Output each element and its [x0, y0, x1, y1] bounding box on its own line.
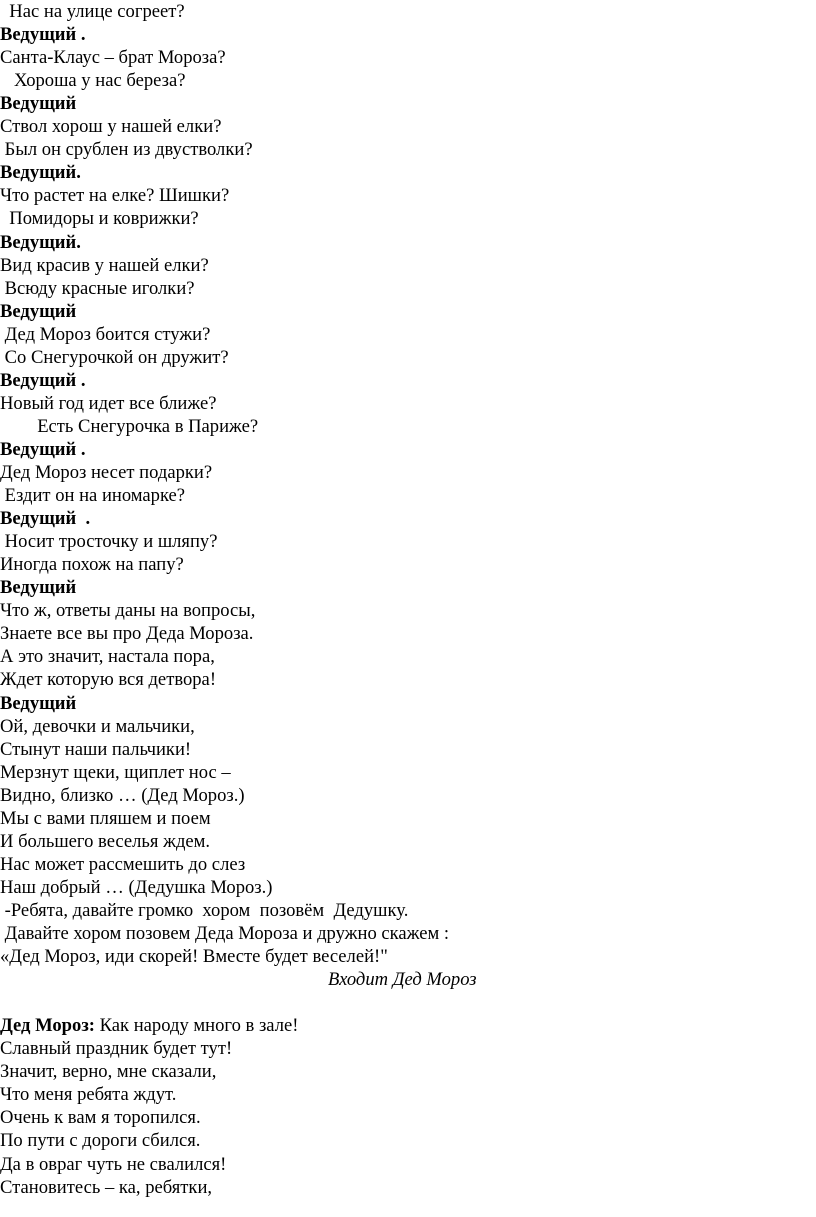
text-line: Санта-Клаус – брат Мороза? [0, 47, 226, 69]
speaker-label: Ведущий . [0, 438, 86, 460]
text-line: Становитесь – ка, ребятки, [0, 1176, 213, 1198]
text-line [0, 1014, 816, 1037]
text-line: Ой, девочки и мальчики, [0, 715, 195, 737]
text-line: Новый год идет все ближе? [0, 392, 217, 414]
blank-line [0, 991, 816, 1014]
speaker-label: Ведущий [0, 577, 77, 599]
text-line: Наш добрый … (Дедушка Мороз.) [0, 876, 273, 898]
text-line: Значит, верно, мне сказали, [0, 1061, 217, 1083]
text-line: Иногда похож на папу? [0, 554, 184, 576]
text-line: -Ребята, давайте громко хором позовём Дедушку. [0, 899, 409, 921]
text-line: Был он срублен из двустволки? [0, 139, 253, 161]
speaker-label: Дед Мороз: [0, 1015, 95, 1037]
text-line: Вид красив у нашей елки? [0, 254, 209, 276]
speaker-label: Ведущий . [0, 369, 86, 391]
text-line: Знаете все вы про Деда Мороза. [0, 623, 254, 645]
text-line: Всюду красные иголки? [0, 277, 195, 299]
text-line: Давайте хором позовем Деда Мороза и дружно скажем : [0, 923, 450, 944]
text-line: А это значит, настала пора, [0, 646, 215, 668]
text-line: Стынут наши пальчики! [0, 738, 192, 760]
speaker-label: Ведущий . [0, 24, 86, 46]
text-line: Ездит он на иномарке? [0, 485, 186, 507]
text-line: Что растет на елке? Шишки? [0, 185, 230, 207]
stage-direction: Входит Дед Мороз [328, 969, 477, 991]
text-line: Видно, близко … (Дед Мороз.) [0, 784, 245, 806]
text-line: Носит тросточку и шляпу? [0, 531, 218, 553]
text-line: Нас на улице согреет? [0, 1, 185, 22]
text-line: Ждет которую вся детвора! [0, 669, 217, 691]
speaker-label: Ведущий [0, 692, 77, 714]
text-line: «Дед Мороз, иди скорей! Вместе будет веселей!" [0, 946, 388, 968]
speech-text: Как народу много в зале! [99, 1015, 299, 1037]
text-line: Мерзнут щеки, щиплет нос – [0, 761, 231, 783]
text-line: Дед Мороз боится стужи? [0, 323, 211, 345]
text-line: Нас может рассмешить до слез [0, 853, 246, 875]
text-line: Очень к вам я торопился. [0, 1107, 201, 1129]
text-line: Что ж, ответы даны на вопросы, [0, 600, 256, 622]
text-line: Славный праздник будет тут! [0, 1038, 233, 1060]
speaker-label: Ведущий . [0, 508, 91, 530]
text-line: Ствол хорош у нашей елки? [0, 116, 222, 138]
text-line: По пути с дороги сбился. [0, 1130, 201, 1152]
speaker-label: Ведущий [0, 300, 77, 322]
speaker-label: Ведущий [0, 93, 77, 115]
text-line: И большего веселья ждем. [0, 830, 211, 852]
text-line: Со Снегурочкой он дружит? [0, 346, 229, 368]
text-line: Мы с вами пляшем и поем [0, 807, 211, 829]
speaker-label: Ведущий. [0, 162, 81, 184]
text-line: Да в овраг чуть не свалился! [0, 1153, 227, 1175]
text-line: Дед Мороз несет подарки? [0, 462, 213, 483]
speaker-label: Ведущий. [0, 231, 81, 253]
text-line: Помидоры и коврижки? [0, 208, 199, 230]
text-line: Хороша у нас береза? [0, 70, 186, 92]
text-line: Что меня ребята ждут. [0, 1084, 177, 1106]
text-line: Есть Снегурочка в Париже? [0, 415, 259, 437]
